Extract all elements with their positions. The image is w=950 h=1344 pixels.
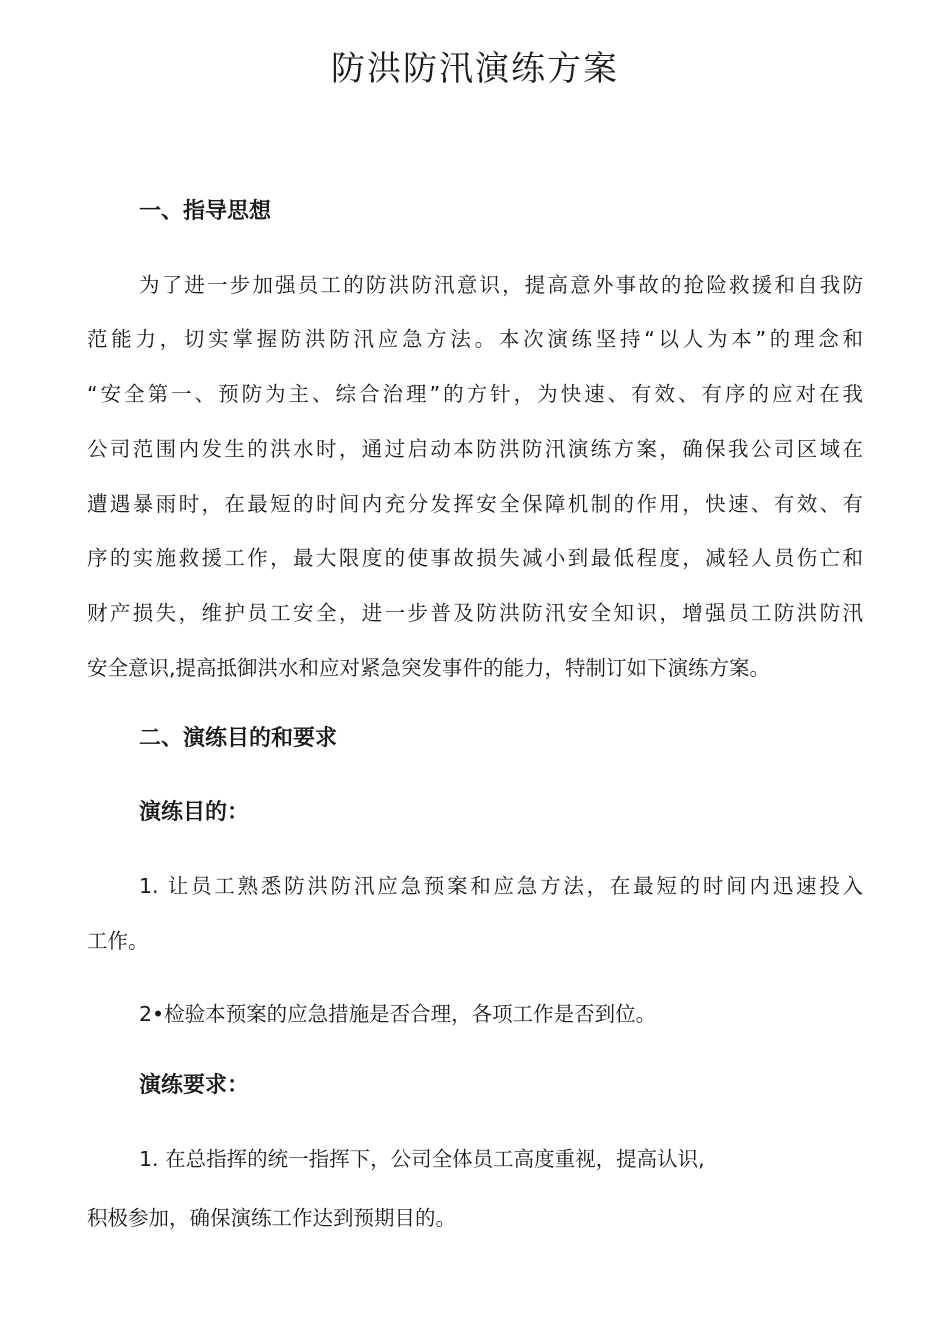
section-heading-purpose-and-requirements: 二、演练目的和要求	[139, 726, 338, 751]
paragraph-line: 范能力，切实掌握防洪防汛应急方法。本次演练坚持“以人为本”的理念和	[87, 327, 863, 351]
sub-heading-drill-purpose: 演练目的：	[139, 800, 250, 825]
paragraph-line: 遭遇暴雨时，在最短的时间内充分发挥安全保障机制的作用，快速、有效、有	[87, 492, 863, 516]
list-item-line: 积极参加，确保演练工作达到预期目的。	[87, 1206, 456, 1230]
list-item-line: 1. 在总指挥的统一指挥下，公司全体员工高度重视，提高认识,	[139, 1147, 705, 1171]
list-item-line: 1. 让员工熟悉防洪防汛应急预案和应急方法，在最短的时间内迅速投入	[139, 874, 863, 898]
document-title: 防洪防汛演练方案	[331, 49, 619, 89]
list-item-line: 2•检验本预案的应急措施是否合理，各项工作是否到位。	[139, 1002, 657, 1026]
section-heading-guiding-ideology: 一、指导思想	[139, 199, 272, 224]
paragraph-line: 为了进一步加强员工的防洪防汛意识，提高意外事故的抢险救援和自我防	[139, 273, 863, 297]
sub-heading-drill-requirements: 演练要求：	[139, 1073, 250, 1098]
paragraph-line: 序的实施救援工作，最大限度的使事故损失减小到最低程度，减轻人员伤亡和	[87, 546, 863, 570]
paragraph-line: 安全意识,提高抵御洪水和应对紧急突发事件的能力，特制订如下演练方案。	[87, 656, 771, 680]
list-item-line: 工作。	[87, 929, 149, 953]
paragraph-line: “安全第一、预防为主、综合治理”的方针，为快速、有效、有序的应对在我	[87, 382, 863, 406]
paragraph-line: 财产损失，维护员工安全，进一步普及防洪防汛安全知识，增强员工防洪防汛	[87, 601, 863, 625]
paragraph-line: 公司范围内发生的洪水时，通过启动本防洪防汛演练方案，确保我公司区域在	[87, 437, 863, 461]
